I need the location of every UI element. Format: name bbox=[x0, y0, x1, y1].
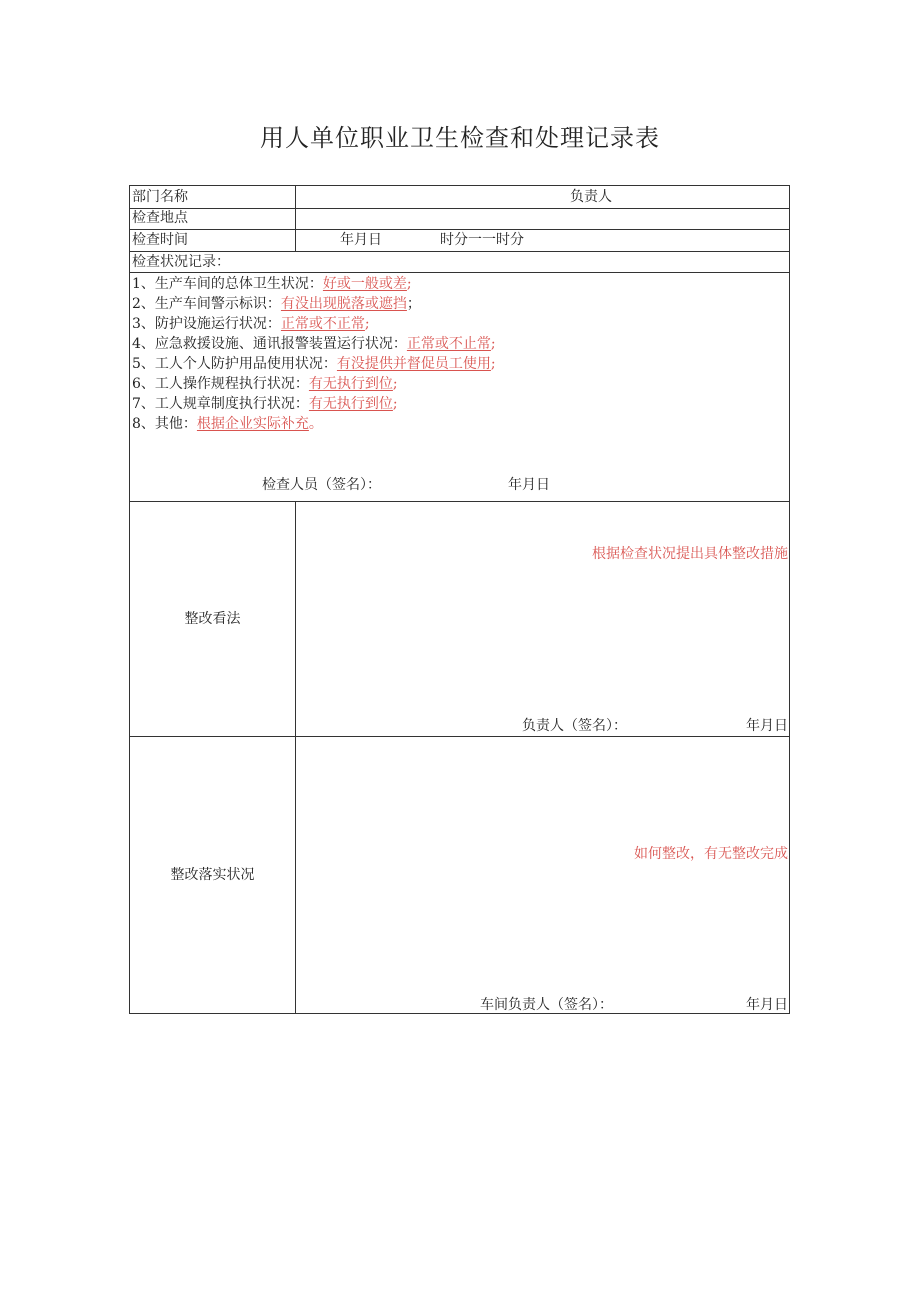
time-label: 检查时间 bbox=[132, 232, 188, 248]
inspector-date: 年月日 bbox=[508, 477, 550, 493]
record-item: 6、工人操作规程执行状况：有无执行到位; bbox=[132, 376, 398, 392]
record-item: 5、工人个人防护用品使用状况：有没提供并督促员工使用; bbox=[132, 356, 496, 372]
location-label: 检查地点 bbox=[132, 210, 188, 226]
row-divider bbox=[130, 208, 789, 209]
record-item: 1、生产车间的总体卫生状况：好或一般或差; bbox=[132, 276, 412, 292]
row-divider bbox=[130, 251, 789, 252]
rectify-status-hint: 如何整改，有无整改完成 bbox=[634, 846, 788, 862]
rectify-opinion-signature: 负责人（签名）： bbox=[522, 718, 627, 734]
inspection-form bbox=[129, 185, 790, 1014]
rectify-status-signature: 车间负责人（签名）： bbox=[480, 997, 613, 1013]
rectify-opinion-label: 整改看法 bbox=[184, 611, 241, 627]
page-title: 用人单位职业卫生检查和处理记录表 bbox=[260, 124, 660, 152]
record-item: 8、其他：根据企业实际补充。 bbox=[132, 416, 323, 432]
inspector-signature: 检查人员（签名）： bbox=[262, 477, 381, 493]
row-divider bbox=[130, 736, 789, 737]
rectify-opinion-hint: 根据检查状况提出具体整改措施 bbox=[592, 546, 788, 562]
record-item: 3、防护设施运行状况：正常或不正常; bbox=[132, 316, 370, 332]
column-divider bbox=[295, 186, 296, 252]
rectify-opinion-date: 年月日 bbox=[746, 718, 788, 734]
dept-label: 部门名称 bbox=[132, 189, 188, 205]
rectify-status-label: 整改落实状况 bbox=[170, 867, 255, 883]
row-divider bbox=[130, 229, 789, 230]
date-text: 年月日 bbox=[340, 232, 382, 248]
records-label: 检查状况记录： bbox=[132, 254, 230, 270]
record-item: 2、生产车间警示标识：有没出现脱落或遮挡； bbox=[132, 296, 421, 312]
column-divider bbox=[295, 501, 296, 1014]
rectify-status-date: 年月日 bbox=[746, 997, 788, 1013]
time-text: 时分一一时分 bbox=[440, 232, 524, 248]
row-divider bbox=[130, 501, 789, 502]
record-item: 4、应急救援设施、通讯报警装置运行状况：正常或不止常; bbox=[132, 336, 496, 352]
row-divider bbox=[130, 272, 789, 273]
manager-label: 负责人 bbox=[570, 189, 612, 205]
record-item: 7、工人规章制度执行状况：有无执行到位; bbox=[132, 396, 398, 412]
